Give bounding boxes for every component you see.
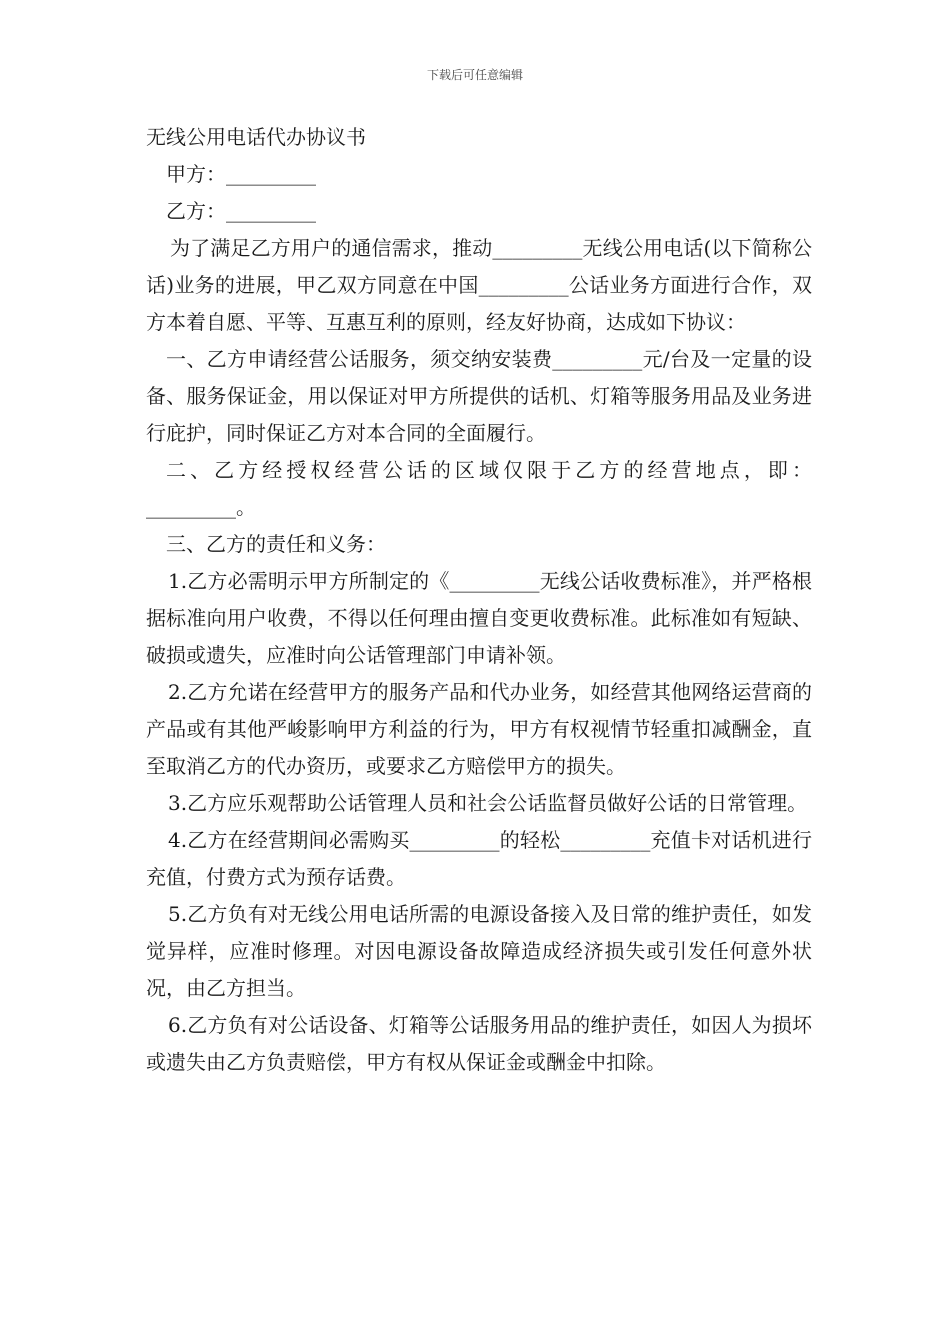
preamble-paragraph: 为了满足乙方用户的通信需求，推动_________无线公用电话(以下简称公话)业务的进展，甲乙双方同意在中国_________公话业务方面进行合作，双方本着自愿、平等、互惠互利的原则，经友好协商，达成如下协议：: [146, 236, 812, 334]
clause-1-paragraph: 一、乙方申请经营公话服务，须交纳安装费_________元/台及一定量的设备、服务保证金，用以保证对甲方所提供的话机、灯箱等服务用品及业务进行庇护，同时保证乙方对本合同的全面履行。: [146, 347, 812, 445]
clause-2-paragraph: 二、乙方经授权经营公话的区域仅限于乙方的经营地点，即：_________。: [146, 458, 812, 519]
page-header: 下载后可任意编辑: [426, 68, 523, 82]
clause-3-item-6: 6.乙方负有对公话设备、灯箱等公话服务用品的维护责任，如因人为损坏或遗失由乙方负责赔偿，甲方有权从保证金或酬金中扣除。: [146, 1013, 812, 1074]
party-a-line: 甲方：_________: [166, 162, 316, 186]
agreement-document: [146, 119, 812, 1081]
clause-3-heading: 三、乙方的责任和义务：: [166, 532, 386, 556]
party-b-line: 乙方：_________: [166, 199, 316, 223]
document-title: 无线公用电话代办协议书: [146, 125, 366, 149]
clause-3-item-5: 5.乙方负有对无线公用电话所需的电源设备接入及日常的维护责任，如发觉异样，应准时修理。对因电源设备故障造成经济损失或引发任何意外状况，由乙方担当。: [146, 902, 812, 1000]
clause-3-item-2: 2.乙方允诺在经营甲方的服务产品和代办业务，如经营其他网络运营商的产品或有其他严峻影响甲方利益的行为，甲方有权视情节轻重扣减酬金，直至取消乙方的代办资历，或要求乙方赔偿甲方的损失。: [146, 680, 812, 778]
clause-3-item-1: 1.乙方必需明示甲方所制定的《_________无线公话收费标准》，并严格根据标准向用户收费，不得以任何理由擅自变更收费标准。此标准如有短缺、破损或遗失，应准时向公话管理部门申请补领。: [146, 569, 812, 667]
clause-3-item-4: 4.乙方在经营期间必需购买_________的轻松_________充值卡对话机进行充值，付费方式为预存话费。: [146, 828, 812, 889]
clause-3-item-3: 3.乙方应乐观帮助公话管理人员和社会公话监督员做好公话的日常管理。: [168, 791, 808, 815]
